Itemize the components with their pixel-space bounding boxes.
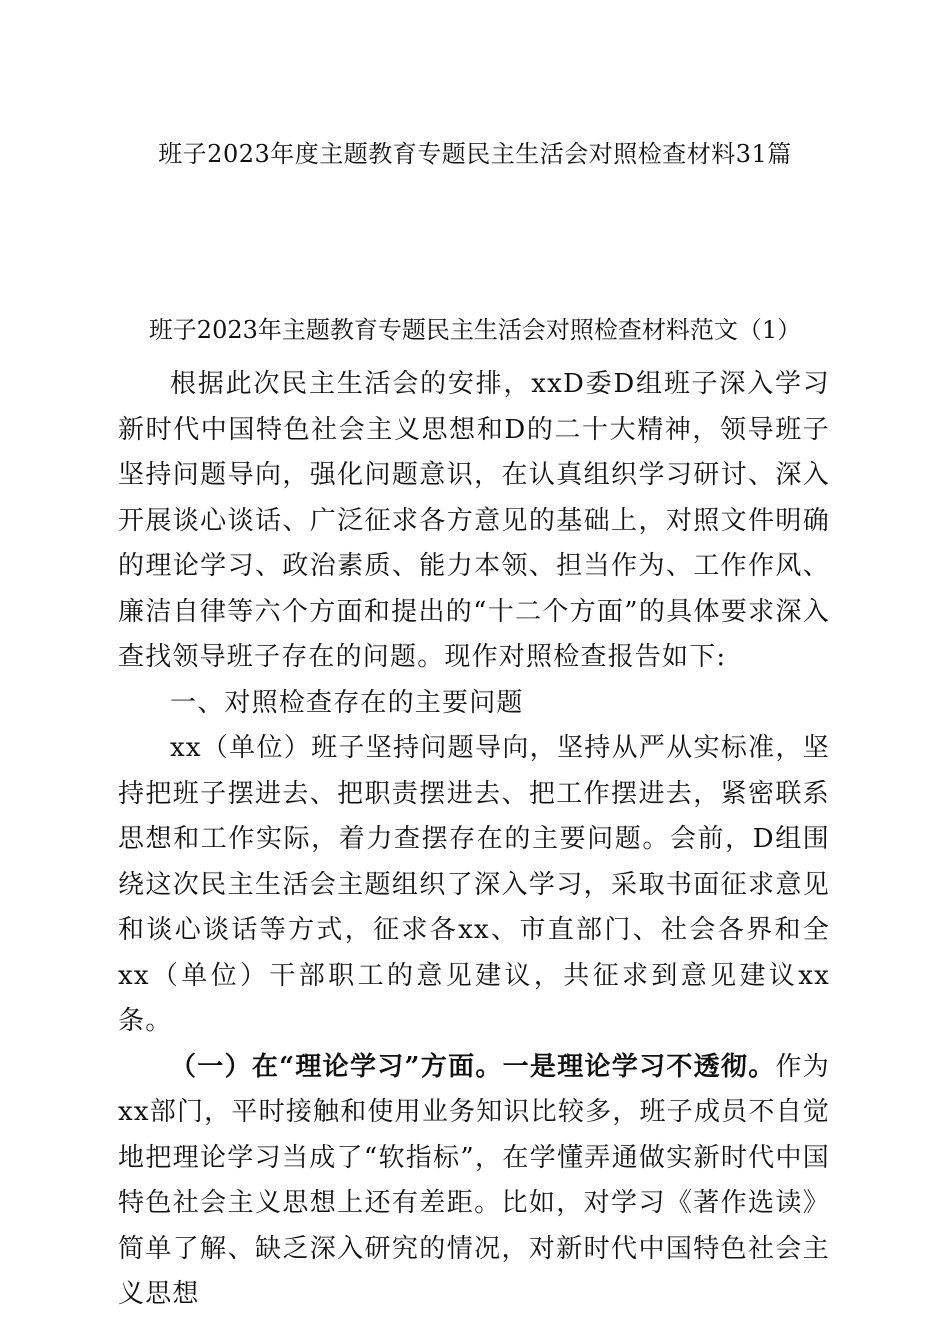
article-body	[118, 362, 830, 1318]
point-bold-lead: （一）在“理论学习”方面。一是理论学习不透彻。	[170, 1051, 776, 1082]
section-paragraph: xx（单位）班子坚持问题导向，坚持从严从实标准，坚持把班子摆进去、把职责摆进去、把工作摆进去，紧密联系思想和工作实际，着力查摆存在的主要问题。会前，D组围绕这次民主生活会主题组织了深入学习，采取书面征求意见和谈心谈话等方式，征求各xx、市直部门、社会各界和全xx（单位）干部职工的意见建议，共征求到意见建议xx条。	[118, 733, 830, 1036]
point-body-text: 作为xx部门，平时接触和使用业务知识比较多，班子成员不自觉地把理论学习当成了“软指标”，在学懂弄通做实新时代中国特色社会主义思想上还有差距。比如，对学习《著作选读》简单了解、缺乏深入研究的情况，对新时代中国特色社会主义思想	[118, 1051, 831, 1309]
section-heading: 一、对照检查存在的主要问题	[170, 687, 524, 718]
document-main-title: 班子2023年度主题教育专题民主生活会对照检查材料31篇	[158, 140, 792, 168]
intro-paragraph: 根据此次民主生活会的安排，xxD委D组班子深入学习新时代中国特色社会主义思想和D的二十大精神，领导班子坚持问题导向，强化问题意识，在认真组织学习研讨、深入开展谈心谈话、广泛征求各方意见的基础上，对照文件明确的理论学习、政治素质、能力本领、担当作为、工作作风、廉洁自律等六个方面和提出的“十二个方面”的具体要求深入查找领导班子存在的问题。现作对照检查报告如下:	[118, 369, 830, 672]
point-paragraph	[118, 1045, 830, 1318]
article-title: 班子2023年主题教育专题民主生活会对照检查材料范文（1）	[148, 316, 802, 344]
